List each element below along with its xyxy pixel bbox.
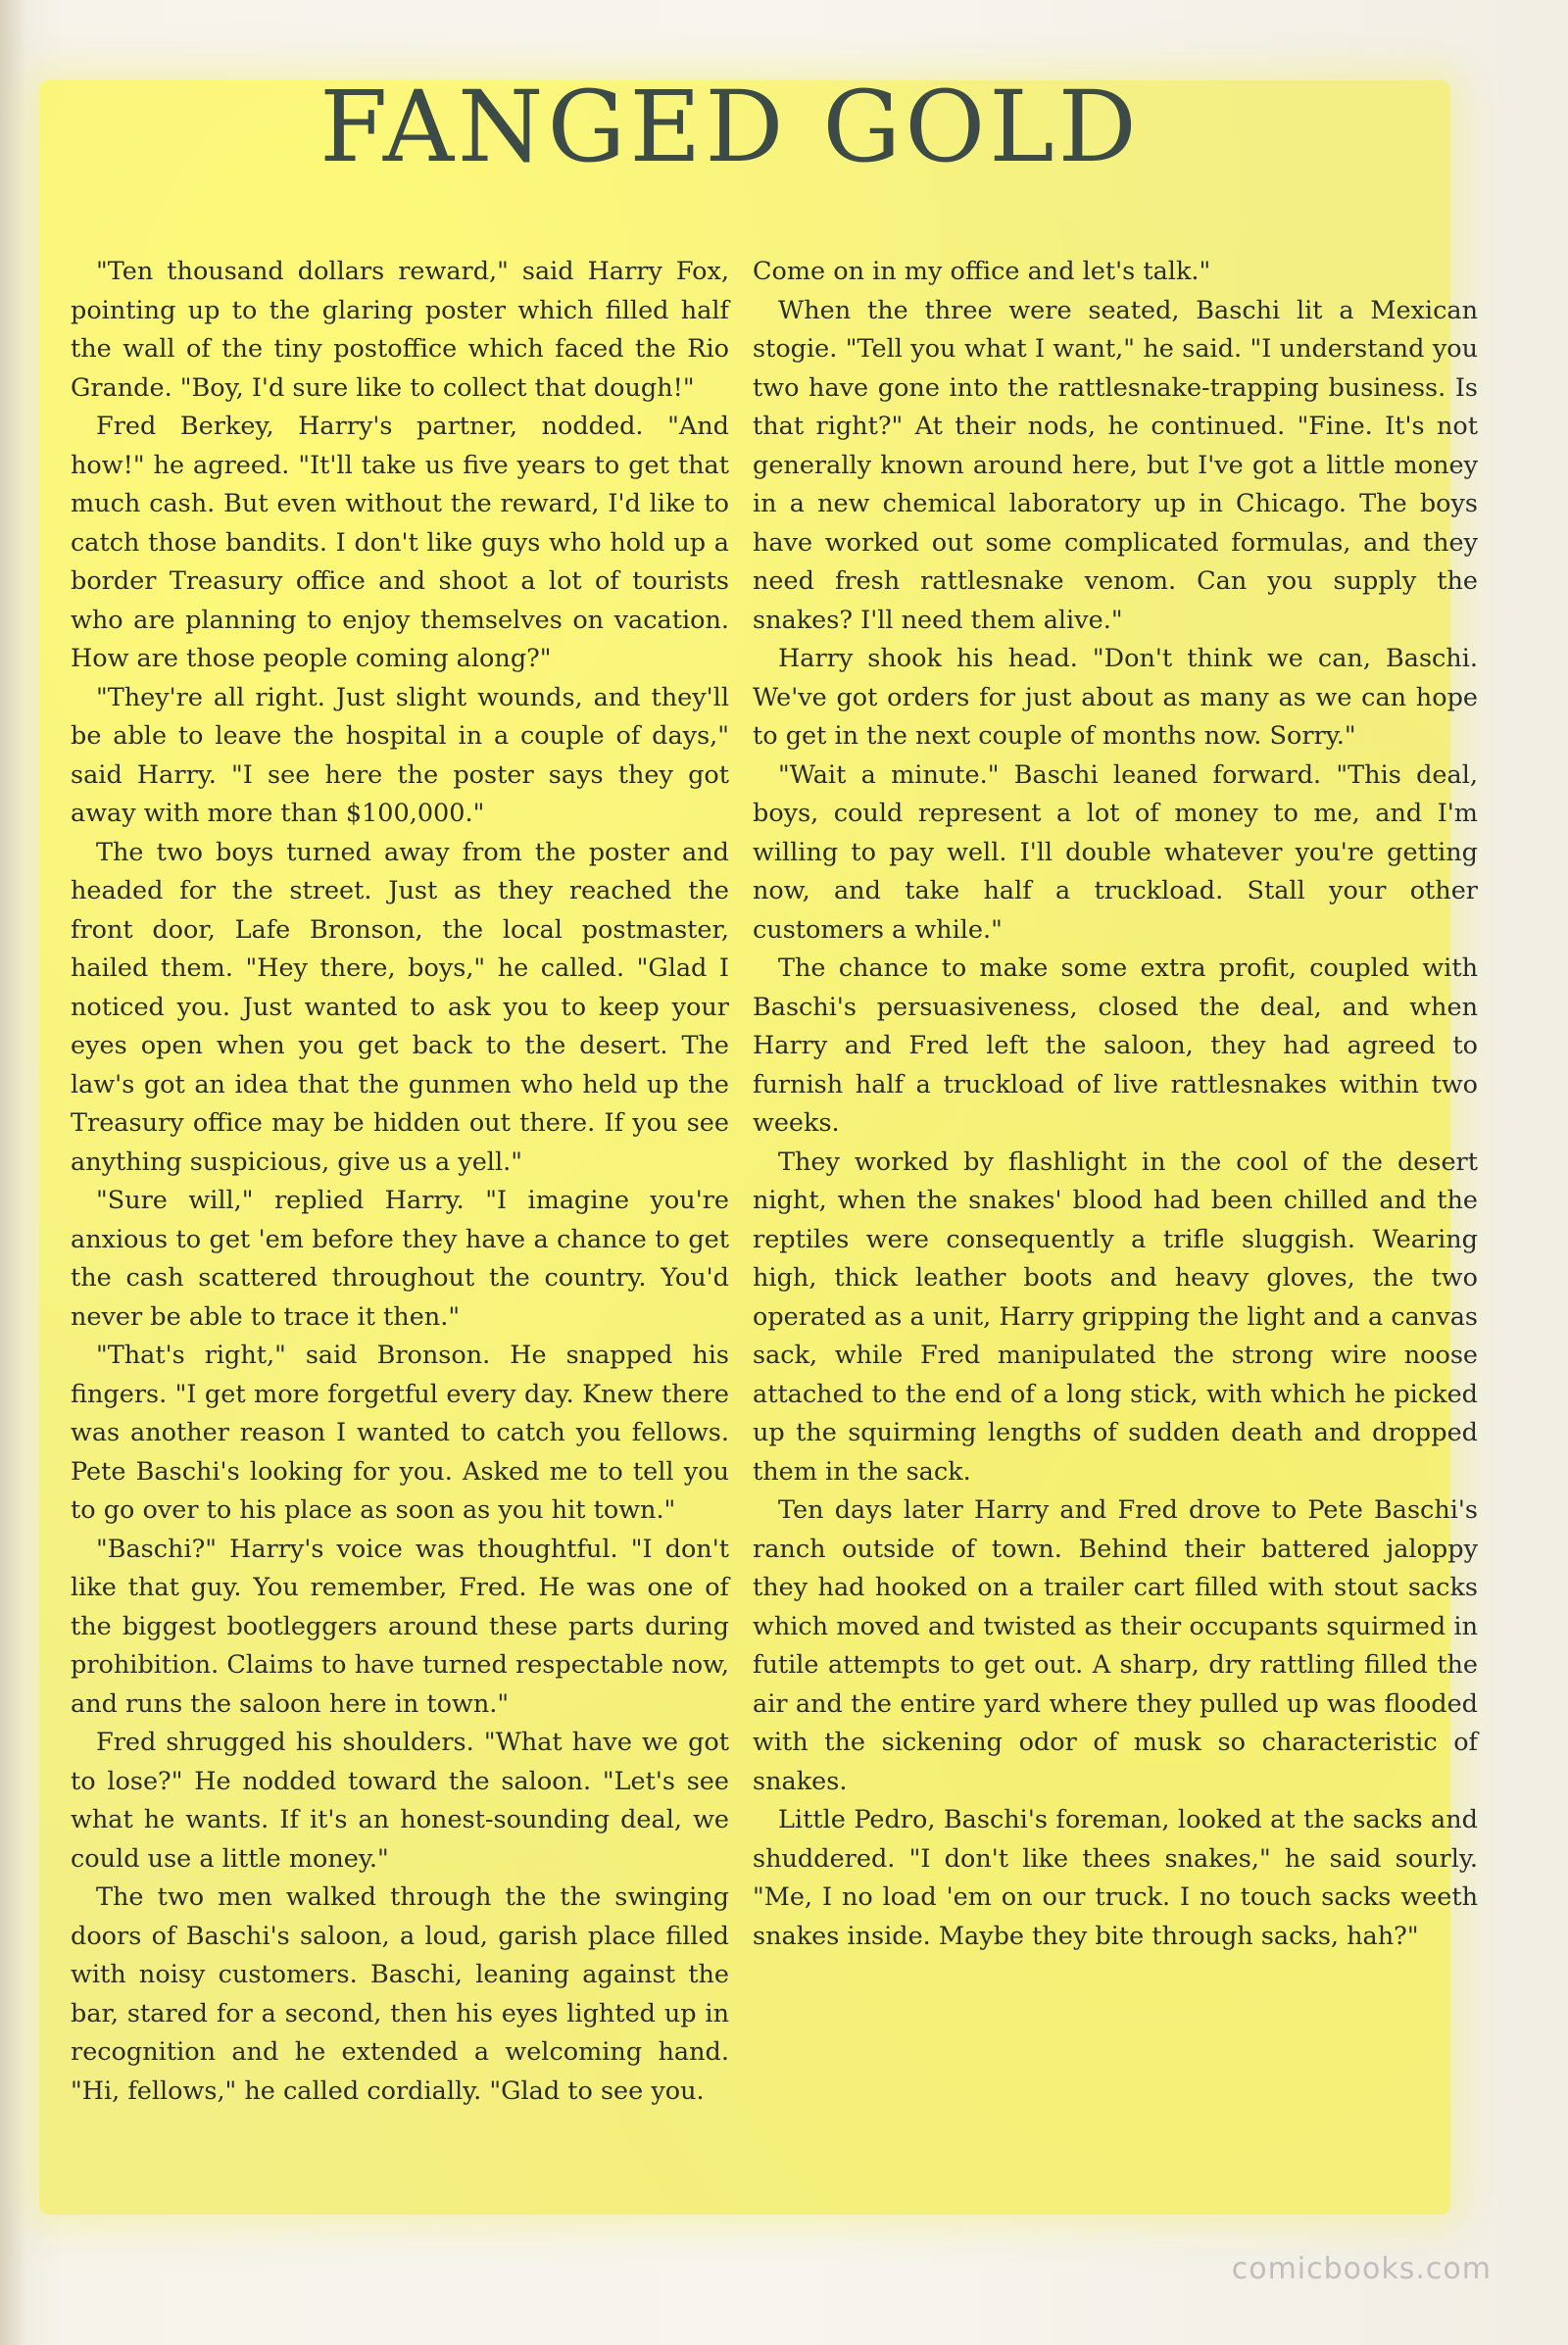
paragraph: Fred shrugged his shoulders. "What have we got to lose?" He nodded toward the saloon. "Let's see what he wants. If it's an honest-sounding deal, we could use a little money."	[71, 1728, 729, 1874]
paragraph: When the three were seated, Baschi lit a Mexican stogie. "Tell you what I want," he said. "I understand you two have gone into the rattlesnake-trapping business. Is that right?" At their nods, he continued. "Fine. It's not generally known around here, but I've got a little money in a new chemical laboratory up in Chicago. The boys have worked out some complicated formulas, and they need fresh rattlesnake venom. Can you supply the snakes? I'll need them alive."	[753, 295, 1478, 635]
paragraph: Harry shook his head. "Don't think we can, Baschi. We've got orders for just about as many as we can hope to get in the next couple of months now. Sorry."	[753, 644, 1478, 751]
paragraph: "They're all right. Just slight wounds, and they'll be able to leave the hospital in a couple of days," said Harry. "I see here the poster says they got away with more than $100,000."	[71, 682, 729, 828]
story-title: FANGED GOLD	[319, 70, 1141, 184]
paragraph: "Sure will," replied Harry. "I imagine you're anxious to get 'em before they have a chance to get the cash scattered throughout the country. You'd never be able to trace it then."	[71, 1186, 729, 1332]
paragraph: Little Pedro, Baschi's foreman, looked at the sacks and shuddered. "I don't like thees snakes," he said sourly. "Me, I no load 'em on our truck. I no touch sacks weeth snakes inside. Maybe they bite through sacks, hah?"	[753, 1805, 1478, 1951]
left-column	[71, 253, 729, 2111]
paragraph: The two men walked through the the swinging doors of Baschi's saloon, a loud, garish place filled with noisy customers. Baschi, leaning against the bar, stared for a second, then his eyes lighted up in recognition and he extended a welcoming hand. "Hi, fellows," he called cordially. "Glad to see you.	[71, 1882, 729, 2106]
paragraph: "That's right," said Bronson. He snapped his fingers. "I get more forgetful every day. Knew there was another reason I wanted to catch you fellows. Pete Baschi's looking for you. Asked me to tell you to go over to his place as soon as you hit town."	[71, 1341, 729, 1525]
paragraph: "Baschi?" Harry's voice was thoughtful. "I don't like that guy. You remember, Fred. He was one of the biggest bootleggers around these parts during prohibition. Claims to have turned respectable now, and runs the saloon here in town."	[71, 1534, 729, 1719]
paragraph: They worked by flashlight in the cool of the desert night, when the snakes' blood had been chilled and the reptiles were consequently a trifle sluggish. Wearing high, thick leather boots and heavy gloves, the two operated as a unit, Harry gripping the light and a canvas sack, while Fred manipulated the strong wire noose attached to the end of a long stick, with which he picked up the squirming lengths of sudden death and dropped them in the sack.	[753, 1147, 1478, 1487]
right-column	[753, 253, 1478, 1956]
paragraph: The chance to make some extra profit, coupled with Baschi's persuasiveness, closed the deal, and when Harry and Fred left the saloon, they had agreed to furnish half a truckload of live rattlesnakes within two weeks.	[753, 953, 1478, 1138]
site-watermark: comicbooks.com	[1231, 2252, 1492, 2286]
paragraph: Ten days later Harry and Fred drove to Pete Baschi's ranch outside of town. Behind their battered jaloppy they had hooked on a trailer cart filled with stout sacks which moved and twisted as their occupants squirmed in futile attempts to get out. A sharp, dry rattling filled the air and the entire yard where they pulled up was flooded with the sickening odor of musk so characteristic of snakes.	[753, 1495, 1478, 1796]
paragraph: The two boys turned away from the poster and headed for the street. Just as they reached the front door, Lafe Bronson, the local postmaster, hailed them. "Hey there, boys," he called. "Glad I noticed you. Just wanted to ask you to keep your eyes open when you get back to the desert. The law's got an idea that the gunmen who held up the Treasury office may be hidden out there. If you see anything suspicious, give us a yell."	[71, 837, 729, 1177]
paragraph-continuation: Come on in my office and let's talk."	[753, 257, 1211, 286]
paragraph: Fred Berkey, Harry's partner, nodded. "And how!" he agreed. "It'll take us five years to get that much cash. But even without the reward, I'd like to catch those bandits. I don't like guys who hold up a border Treasury office and shoot a lot of tourists who are planning to enjoy themselves on vacation. How are those people coming along?"	[71, 412, 729, 673]
paragraph: "Wait a minute." Baschi leaned forward. "This deal, boys, could represent a lot of money to me, and I'm willing to pay well. I'll double whatever you're getting now, and take half a truckload. Stall your other customers a while."	[753, 759, 1478, 945]
page-spine-shadow	[0, 0, 25, 2345]
paragraph: "Ten thousand dollars reward," said Harry Fox, pointing up to the glaring poster which filled half the wall of the tiny postoffice which faced the Rio Grande. "Boy, I'd sure like to collect that dough!"	[71, 257, 729, 403]
